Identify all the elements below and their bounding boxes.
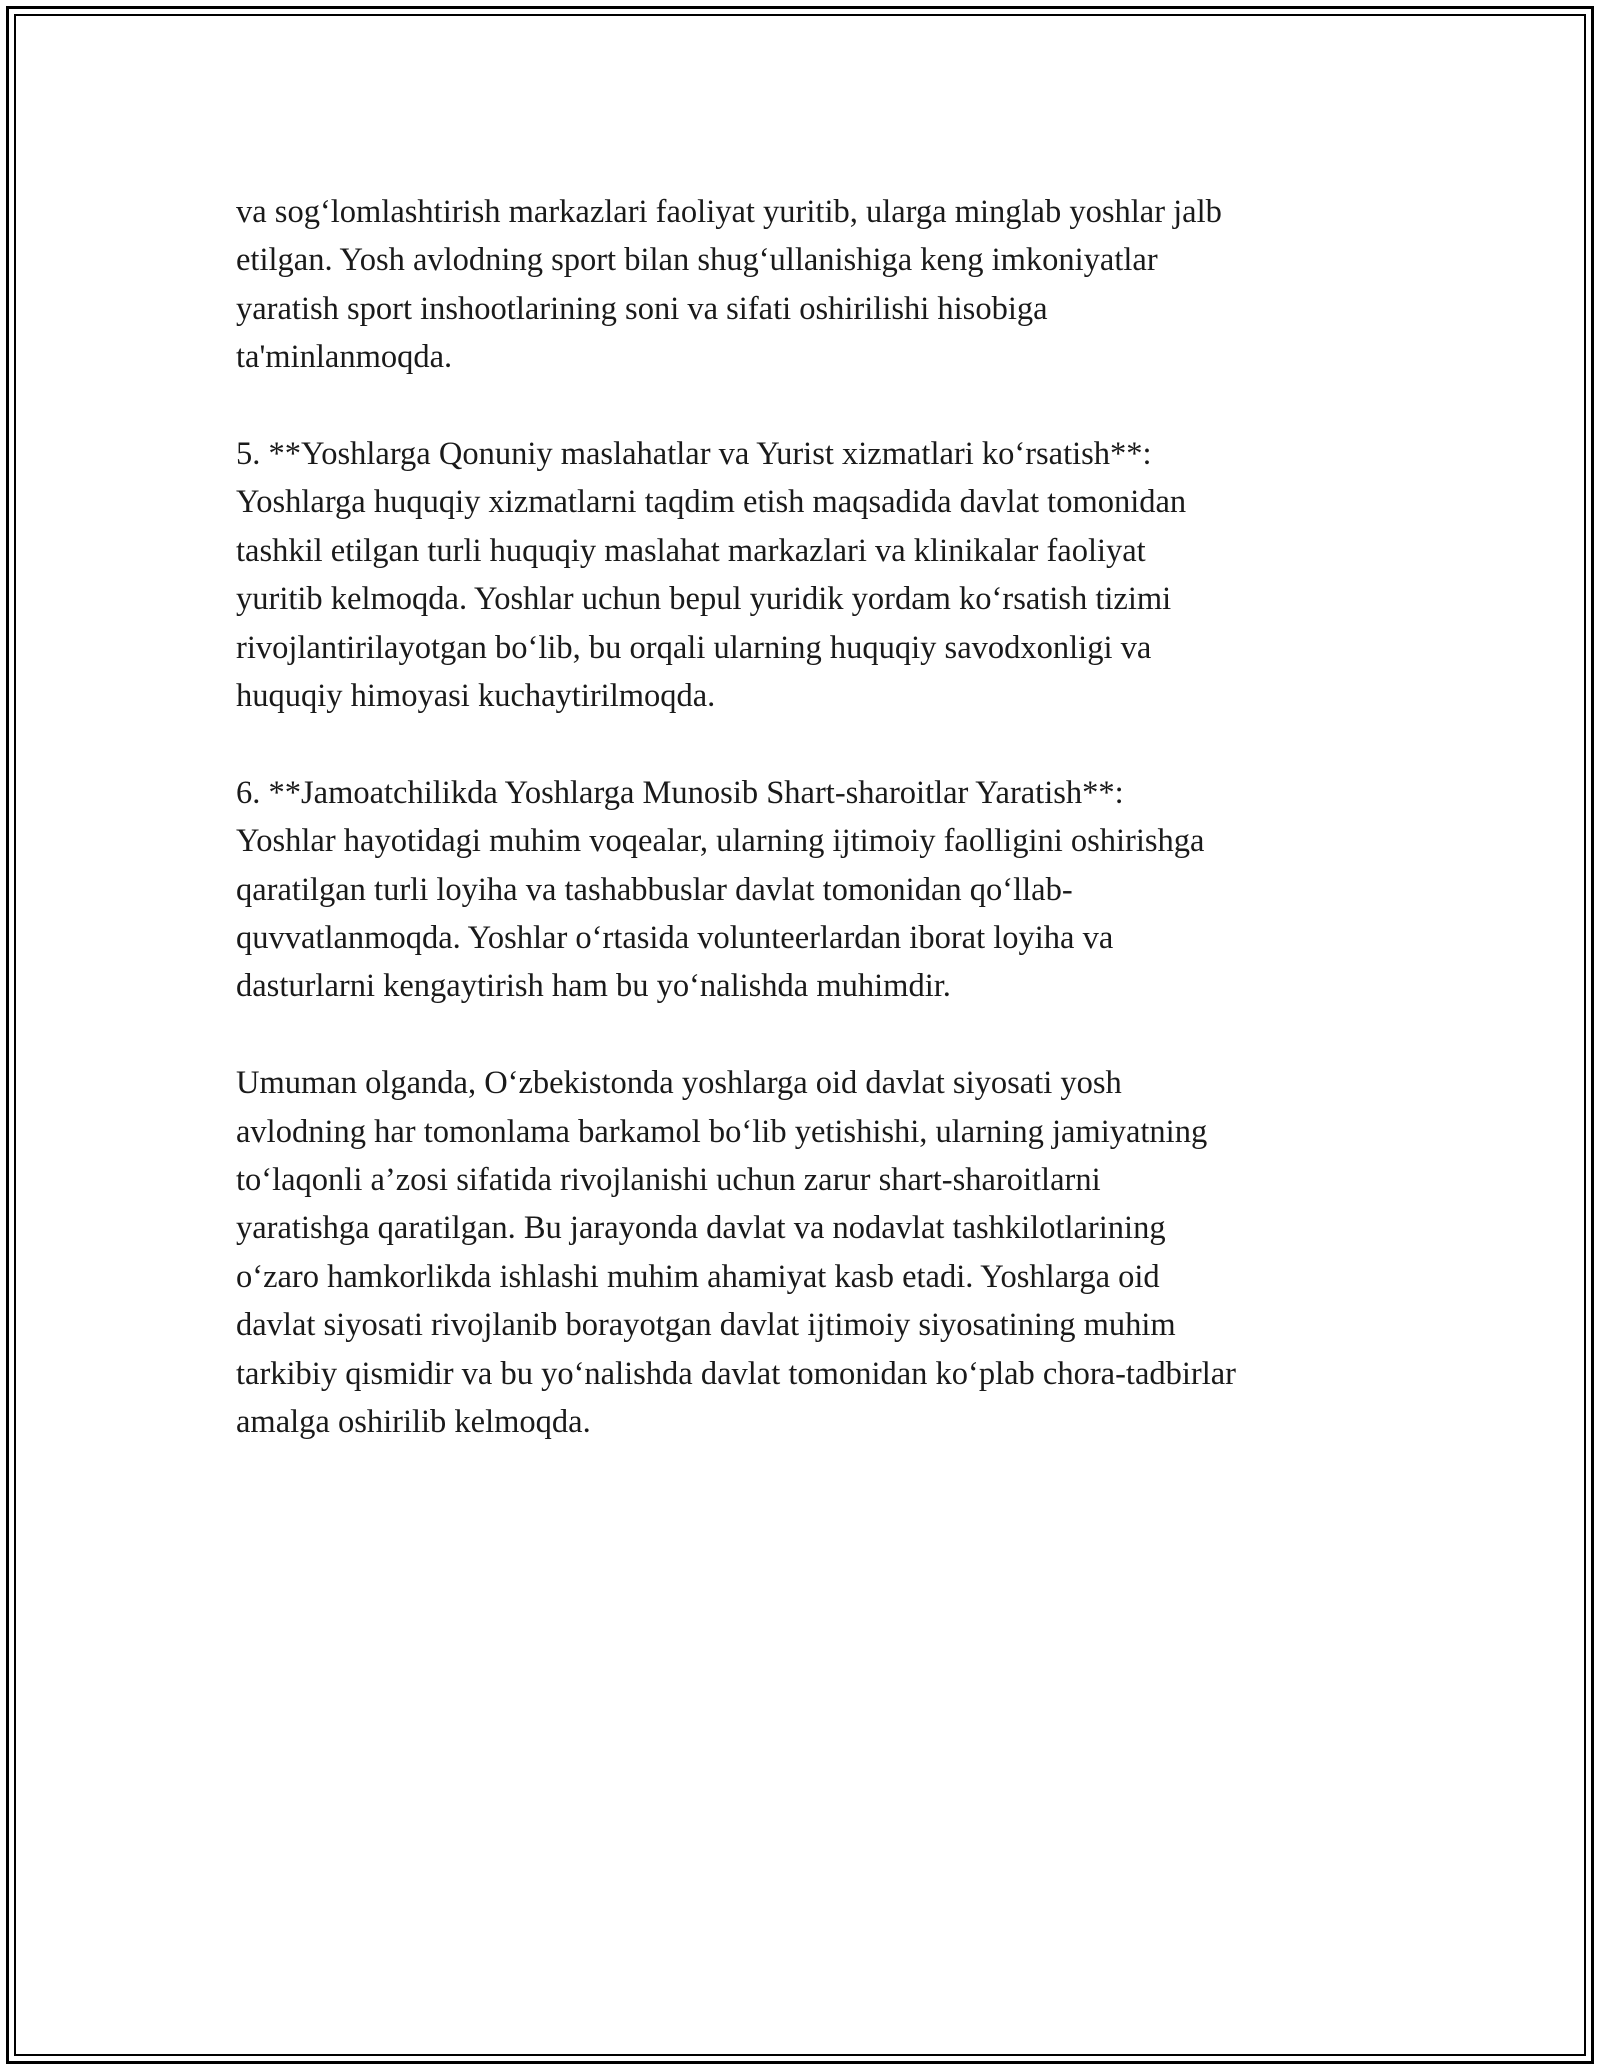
document-body [236, 188, 1386, 1447]
paragraph-sports-centers: va sog‘lomlashtirish markazlari faoliyat yuritib, ularga minglab yoshlar jalb etilgan. Yosh avlodning sport bilan shug‘ullanishiga keng imkoniyatlar yaratish sport inshootlarining soni va sifati oshirilishi hisobiga ta'minlanmoqda. [236, 194, 1222, 376]
paragraph-legal-services: 5. **Yoshlarga Qonuniy maslahatlar va Yurist xizmatlari ko‘rsatish**: Yoshlarga huquqiy xizmatlarni taqdim etish maqsadida davlat tomonidan tashkil etilgan turli huquqiy maslahat markazlari va klinikalar faoliyat yuritib kelmoqda. Yoshlar uchun bepul yuridik yordam ko‘rsatish tizimi rivojlantirilayotgan bo‘lib, bu orqali ularning huquqiy savodxonligi va huquqiy himoyasi kuchaytirilmoqda. [236, 436, 1187, 715]
paragraph-conclusion: Umuman olganda, O‘zbekistonda yoshlarga oid davlat siyosati yosh avlodning har tomonlama barkamol bo‘lib yetishishi, ularning jamiyatning to‘laqonli a’zosi sifatida rivojlanishi uchun zarur shart-sharoitlarni yaratishga qaratilgan. Bu jarayonda davlat va nodavlat tashkilotlarining o‘zaro hamkorlikda ishlashi muhim ahamiyat kasb etadi. Yoshlarga oid davlat siyosati rivojlanib borayotgan davlat ijtimoiy siyosatining muhim tarkibiy qismidir va bu yo‘nalishda davlat tomonidan ko‘plab chora-tadbirlar amalga oshirilib kelmoqda. [236, 1065, 1237, 1441]
paragraph-public-conditions: 6. **Jamoatchilikda Yoshlarga Munosib Shart-sharoitlar Yaratish**: Yoshlar hayotidagi muhim voqealar, ularning ijtimoiy faolligini oshirishga qaratilgan turli loyiha va tashabbuslar davlat tomonidan qo‘llab- quvvatlanmoqda. Yoshlar o‘rtasida volunteerlardan iborat loyiha va dasturlarni kengaytirish ham bu yo‘nalishda muhimdir. [236, 774, 1205, 1005]
